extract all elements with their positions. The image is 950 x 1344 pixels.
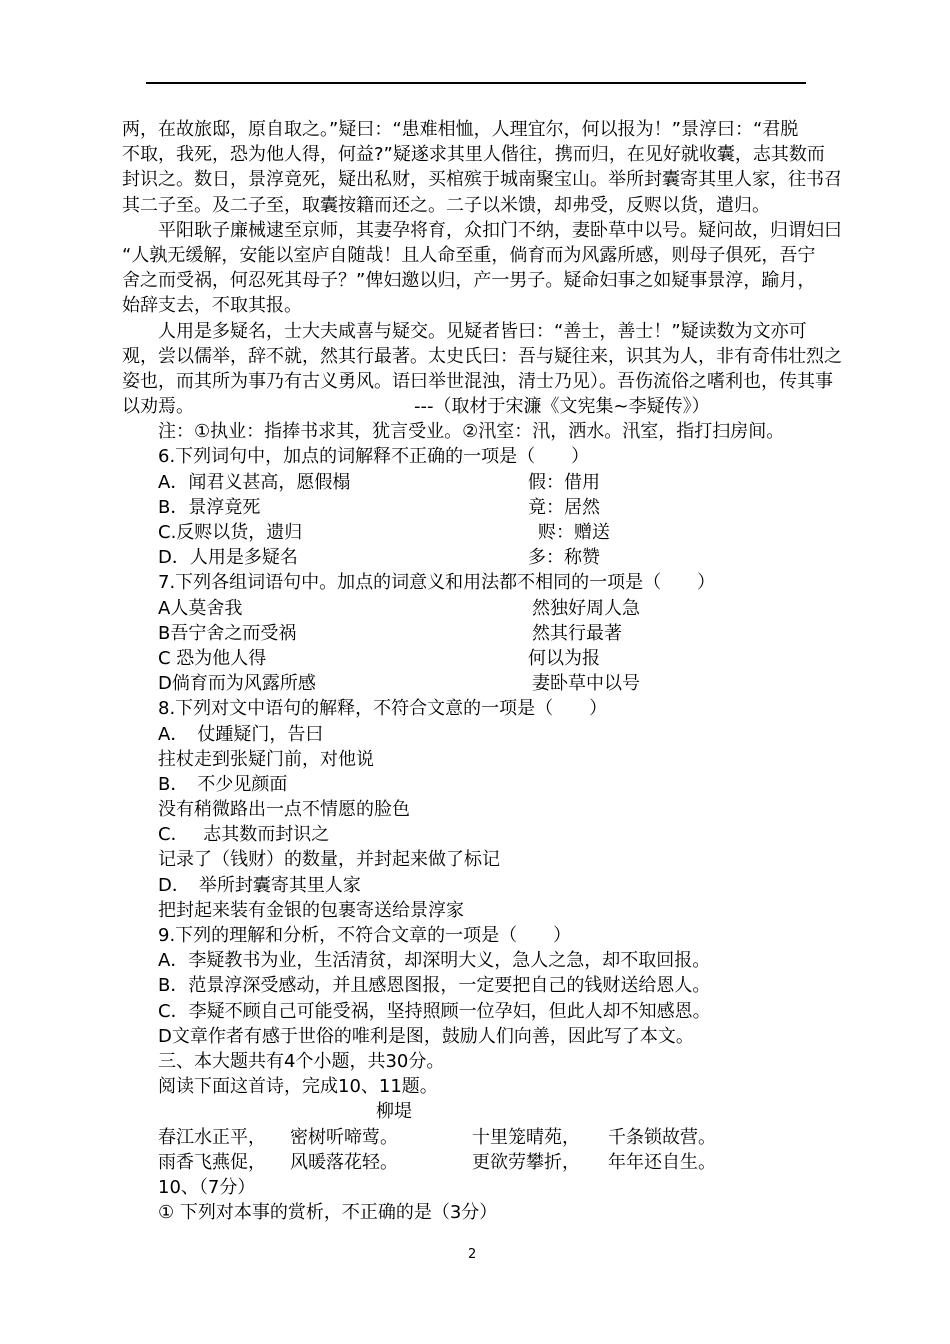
- q8-stem: 8.下列对文中语句的解释，不符合文意的一项是（ ）: [158, 698, 608, 720]
- passage-line: 始辞支去，不取其报。: [122, 295, 302, 317]
- poem-line: 春江水正平， 密树听啼莺。 十里笼晴苑， 千条锁故营。: [158, 1126, 716, 1148]
- q7-option: D倘育而为风露所感 妻卧草中以号: [158, 673, 640, 695]
- q7-stem: 7.下列各组词语句中。加点的词意义和用法都不相同的一项是（ ）: [158, 572, 716, 594]
- q6-stem: 6.下列词句中，加点的词解释不正确的一项是（ ）: [158, 446, 590, 468]
- page-number: 2: [468, 1247, 477, 1262]
- q8-explanation: 把封起来装有金银的包裹寄送给景淳家: [158, 899, 464, 921]
- q10-sub-question: ① 下列对本事的赏析，不正确的是（3分）: [158, 1202, 498, 1224]
- q7-option: C 恐为他人得 何以为报: [158, 647, 600, 669]
- q6-option: B．景淳竟死 竟：居然: [158, 496, 600, 518]
- passage-line: 以劝焉。: [122, 396, 194, 418]
- q6-option: D．人用是多疑名 多：称赞: [158, 547, 600, 569]
- poem-line: 雨香飞燕促， 风暖落花轻。 更欲劳攀折， 年年还自生。: [158, 1151, 716, 1173]
- source-citation: ---（取材于宋濂《文宪集~李疑传》）: [414, 396, 710, 418]
- q8-option: C． 志其数而封识之: [158, 824, 330, 846]
- q8-explanation: 拄杖走到张疑门前，对他说: [158, 748, 374, 770]
- passage-line: 两，在故旅邸，原自取之。”疑曰：“患难相恤，人理宜尔，何以报为！”景淳曰：“君脱: [122, 119, 799, 140]
- q9-option: B．范景淳深受感动，并且感恩图报，一定要把自己的钱财送给恩人。: [158, 975, 711, 997]
- passage-line: 封识之。数日，景淳竟死，疑出私财，买棺殡于城南聚宝山。举所封囊寄其里人家，往书召: [122, 169, 842, 191]
- passage-line: “人孰无缓解，安能以室庐自随哉！且人命至重，倘育而为风露所感，则母子俱死，吾宁: [122, 244, 816, 266]
- passage-line: 平阳耿子廉械逮至京师，其妻孕将育，众扣门不纳，妻卧草中以号。疑问故，归谓妇曰: [158, 219, 842, 241]
- annotation-note: 注：①执业：指捧书求其，犹言受业。②汛室：汛，洒水。汛室，指打扫房间。: [158, 421, 785, 443]
- q8-option: A． 仗踵疑门，告曰: [158, 723, 324, 745]
- passage-line: 不取，我死，恐为他人得，何益?”疑遂求其里人偕往，携而归，在见好就收囊，志其数而: [122, 144, 825, 166]
- q9-option: D文章作者有感于世俗的唯利是图，鼓励人们向善，因此写了本文。: [158, 1025, 694, 1047]
- header-rule: [146, 82, 806, 84]
- page-content: [122, 117, 844, 1225]
- q8-explanation: 没有稍微路出一点不情愿的脸色: [158, 799, 410, 821]
- poem-title: 柳堤: [376, 1101, 412, 1123]
- passage-line: 观，尝以儒举，辞不就，然其行最著。太史氏曰：吾与疑往来，识其为人，非有奇伟壮烈之: [122, 345, 842, 367]
- q9-option: C．李疑不顾自己可能受祸，坚持照顾一位孕妇，但此人却不知感恩。: [158, 1000, 711, 1022]
- passage-last-line: [122, 394, 844, 419]
- q7-option: A人莫舍我 然独好周人急: [158, 597, 640, 619]
- q6-option: A．闻君义甚高，愿假榻 假：借用: [158, 471, 600, 493]
- q6-option: C.反赆以货，遗归 赆：赠送: [158, 522, 610, 543]
- q8-option: D． 举所封囊寄其里人家: [158, 874, 361, 896]
- q8-option: B． 不少见颜面: [158, 773, 288, 795]
- passage-line: 舍之而受祸，何忍死其母子？”俾妇邀以归，产一男子。疑命妇事之如疑事景淳，踰月，: [122, 270, 816, 292]
- passage-line: 其二子至。及二子至，取囊按籍而还之。二子以米馈，却弗受，反赆以货，遣归。: [122, 194, 770, 216]
- q7-option: B吾宁舍之而受祸 然其行最著: [158, 622, 622, 644]
- q8-explanation: 记录了（钱财）的数量，并封起来做了标记: [158, 849, 500, 871]
- section-heading: 三、本大题共有4个小题，共30分。: [158, 1050, 445, 1072]
- q10-label: 10、（7分）: [158, 1176, 256, 1198]
- passage-line: 姿也，而其所为事乃有古义勇风。语曰举世混浊，清士乃见）。吾伤流俗之嗜利也，传其事: [122, 370, 833, 392]
- passage-line: 人用是多疑名，士大夫咸喜与疑交。见疑者皆曰：“善士，善士！”疑读数为文亦可: [158, 320, 807, 342]
- q9-option: A．李疑教书为业，生活清贫，却深明大义，急人之急，却不取回报。: [158, 950, 711, 972]
- section-instruction: 阅读下面这首诗，完成10、11题。: [158, 1076, 438, 1098]
- q9-stem: 9.下列的理解和分析，不符合文章的一项是（ ）: [158, 925, 572, 946]
